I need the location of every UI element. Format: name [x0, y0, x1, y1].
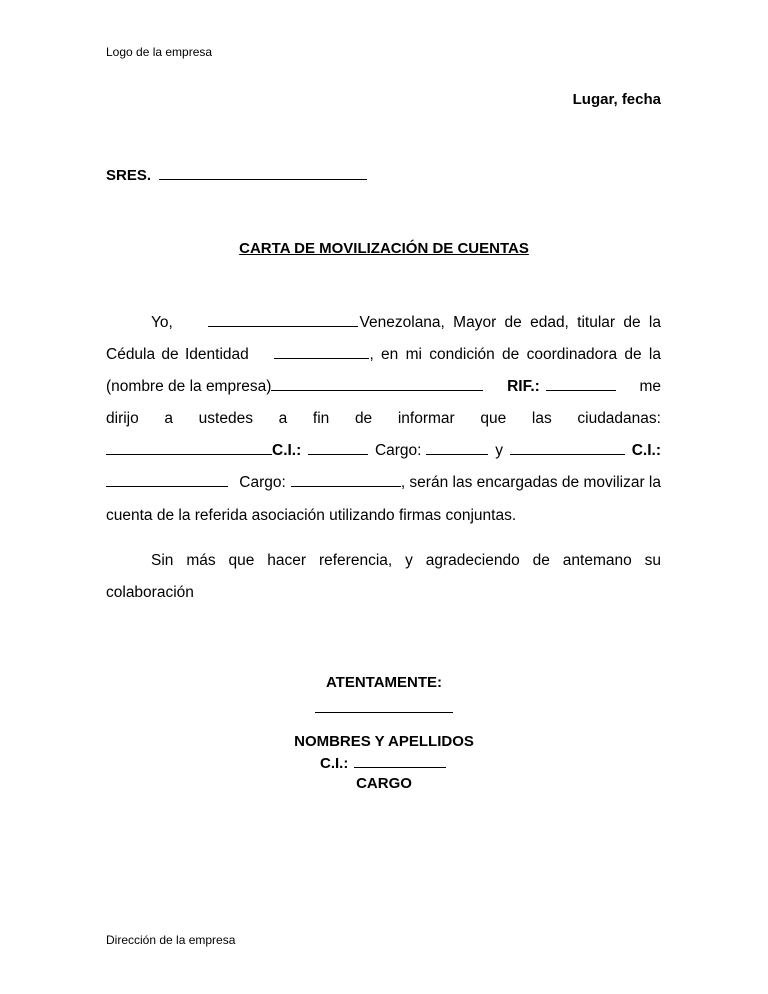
body-l1-pronoun: Yo,	[151, 314, 173, 331]
body-line-2	[106, 345, 661, 365]
cargo2-label: Cargo:	[239, 474, 286, 491]
citizen2-blank	[510, 441, 625, 455]
closing-atentamente: ATENTAMENTE:	[325, 674, 443, 691]
cargo1-label: Cargo:	[374, 442, 422, 459]
body-p2-line-2: colaboración	[106, 584, 194, 601]
ci2-label: C.I.:	[631, 442, 661, 459]
word: ustedes	[198, 410, 253, 427]
id-blank	[274, 345, 369, 359]
signer-ci-label: C.I.:	[320, 755, 349, 772]
company-blank	[271, 377, 483, 391]
word: que	[480, 410, 507, 427]
rif-blank	[546, 377, 616, 391]
name-blank	[208, 313, 358, 327]
body-line-6	[106, 473, 661, 493]
rif-label: RIF.:	[507, 378, 540, 395]
place-date: Lugar, fecha	[572, 91, 661, 108]
body-l3-text-c: me	[639, 378, 661, 395]
body-p2-line-1: Sin más que hacer referencia, y agradeciendo de antemano su	[151, 552, 661, 569]
body-l2-text-b: , en mi condición de coordinadora de la	[369, 346, 661, 363]
body-line-7: cuenta de la referida asociación utilizando firmas conjuntas.	[106, 507, 517, 524]
signer-cargo-label: CARGO	[356, 775, 412, 792]
word: a	[164, 410, 174, 427]
company-address-placeholder: Dirección de la empresa	[106, 933, 236, 947]
recipient-label: SRES.	[106, 167, 152, 184]
body-l2-text-a: Cédula de Identidad	[106, 346, 249, 363]
letter-title	[0, 240, 768, 257]
letter-title-text: CARTA DE MOVILIZACIÓN DE CUENTAS	[239, 240, 529, 257]
ci1-blank	[308, 441, 368, 455]
body-line-3	[106, 377, 661, 397]
word: ciudadanas:	[577, 410, 661, 427]
citizen1-blank	[106, 441, 272, 455]
word: fin	[312, 410, 330, 427]
body-line-5	[106, 441, 661, 461]
signature-line	[315, 712, 453, 713]
body-line-4	[106, 409, 661, 429]
word: a	[278, 410, 288, 427]
body-l6-text: , serán las encargadas de movilizar la	[400, 474, 661, 491]
word: de	[354, 410, 373, 427]
word: informar	[397, 410, 455, 427]
ci2-blank	[106, 473, 228, 487]
signer-name-label: NOMBRES Y APELLIDOS	[294, 733, 474, 750]
cargo2-blank	[291, 473, 401, 487]
body-line-1	[106, 313, 661, 333]
body-l3-text-a: (nombre de la empresa)	[106, 378, 272, 395]
signer-ci-blank	[354, 754, 446, 768]
word: dirijo	[106, 410, 139, 427]
cargo1-blank	[426, 441, 488, 455]
recipient-line	[106, 166, 367, 184]
conj-y: y	[495, 442, 504, 459]
signer-ci-line	[320, 754, 446, 772]
company-logo-placeholder: Logo de la empresa	[106, 45, 213, 59]
ci1-label: C.I.:	[272, 442, 302, 459]
recipient-blank	[159, 166, 367, 180]
word: las	[531, 410, 552, 427]
body-l1-text: Venezolana, Mayor de edad, titular de la	[359, 314, 661, 331]
